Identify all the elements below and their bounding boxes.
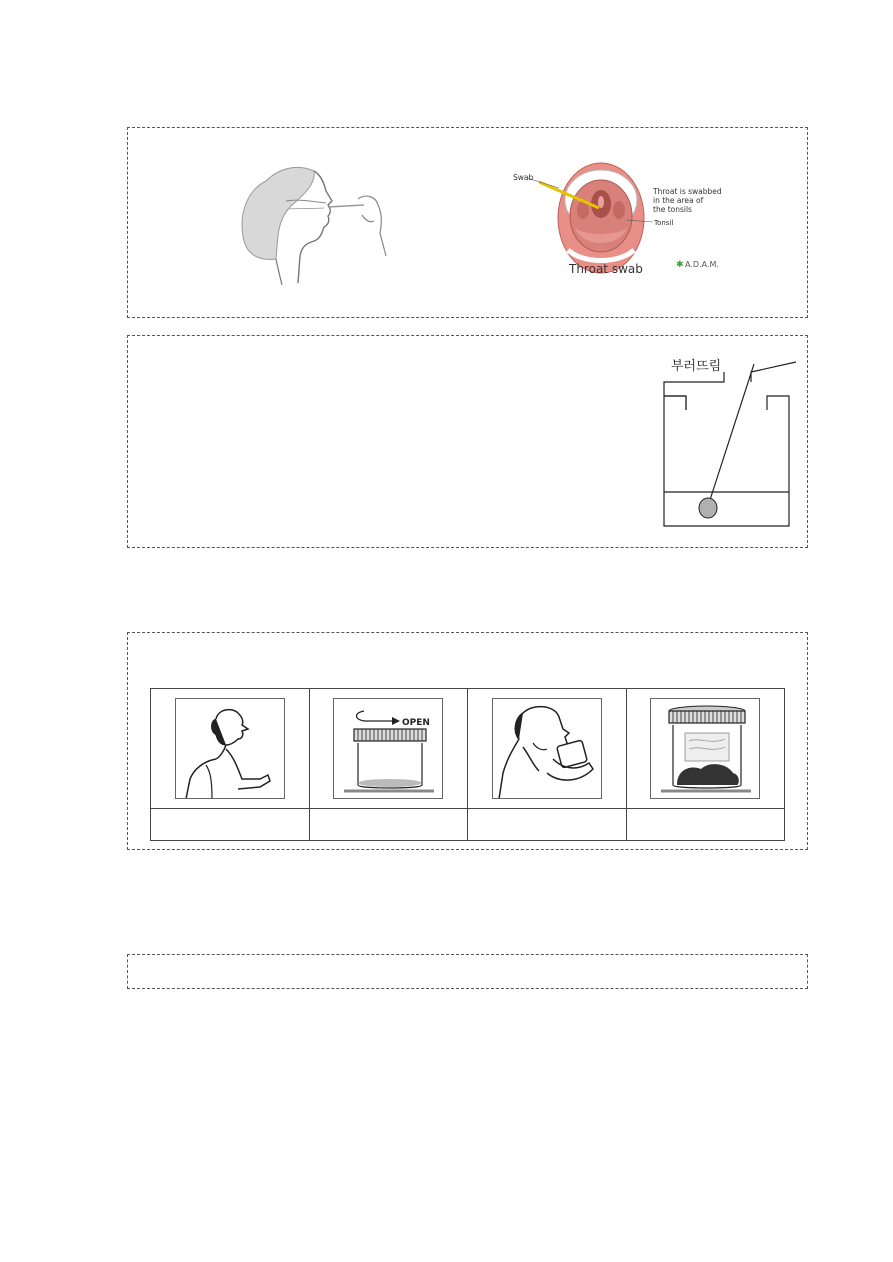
step-cell-2 [309, 689, 468, 809]
step-caption-3 [468, 809, 627, 841]
throat-note-3: the tonsils [653, 205, 692, 214]
break-label: 부러뜨림 [671, 359, 722, 374]
throat-note-1: Throat is swabbed [653, 187, 722, 196]
throat-swab-figure [513, 158, 768, 283]
man-coughing-icon [492, 698, 602, 799]
step-caption-2 [309, 809, 468, 841]
throat-swab-title: Throat swab [569, 262, 643, 276]
man-tilting-head-icon [175, 698, 285, 799]
tube-outline [664, 396, 789, 526]
step-cell-1 [151, 689, 310, 809]
jar-with-sputum-icon [650, 698, 760, 799]
swab-stick [328, 205, 364, 207]
swab-stick [708, 364, 754, 506]
throat-note-2: in the area of [653, 196, 704, 205]
nasal-swab-figure [236, 161, 406, 286]
hair-shape [242, 167, 314, 259]
step-caption-1 [151, 809, 310, 841]
tonsil-label: Tonsil [654, 219, 674, 227]
note-box [127, 954, 808, 989]
step-cell-3 [468, 689, 627, 809]
open-label: OPEN [402, 718, 431, 728]
transport-tube-diagram [656, 350, 806, 530]
sputum-steps-table [150, 688, 785, 841]
sputum-shape [677, 764, 739, 785]
tonsil-shape [613, 201, 625, 219]
adam-brand: A.D.A.M. [685, 260, 719, 269]
tube-diagram-box [127, 335, 808, 548]
swab-label: Swab [513, 173, 534, 182]
step-cell-4 [626, 689, 785, 809]
open-jar-icon [333, 698, 443, 799]
uvula-shape [598, 196, 604, 208]
step-caption-4 [626, 809, 785, 841]
swab-illustration-box [127, 127, 808, 318]
adam-star-icon: ✱ [676, 260, 684, 270]
swab-tip [699, 498, 717, 518]
